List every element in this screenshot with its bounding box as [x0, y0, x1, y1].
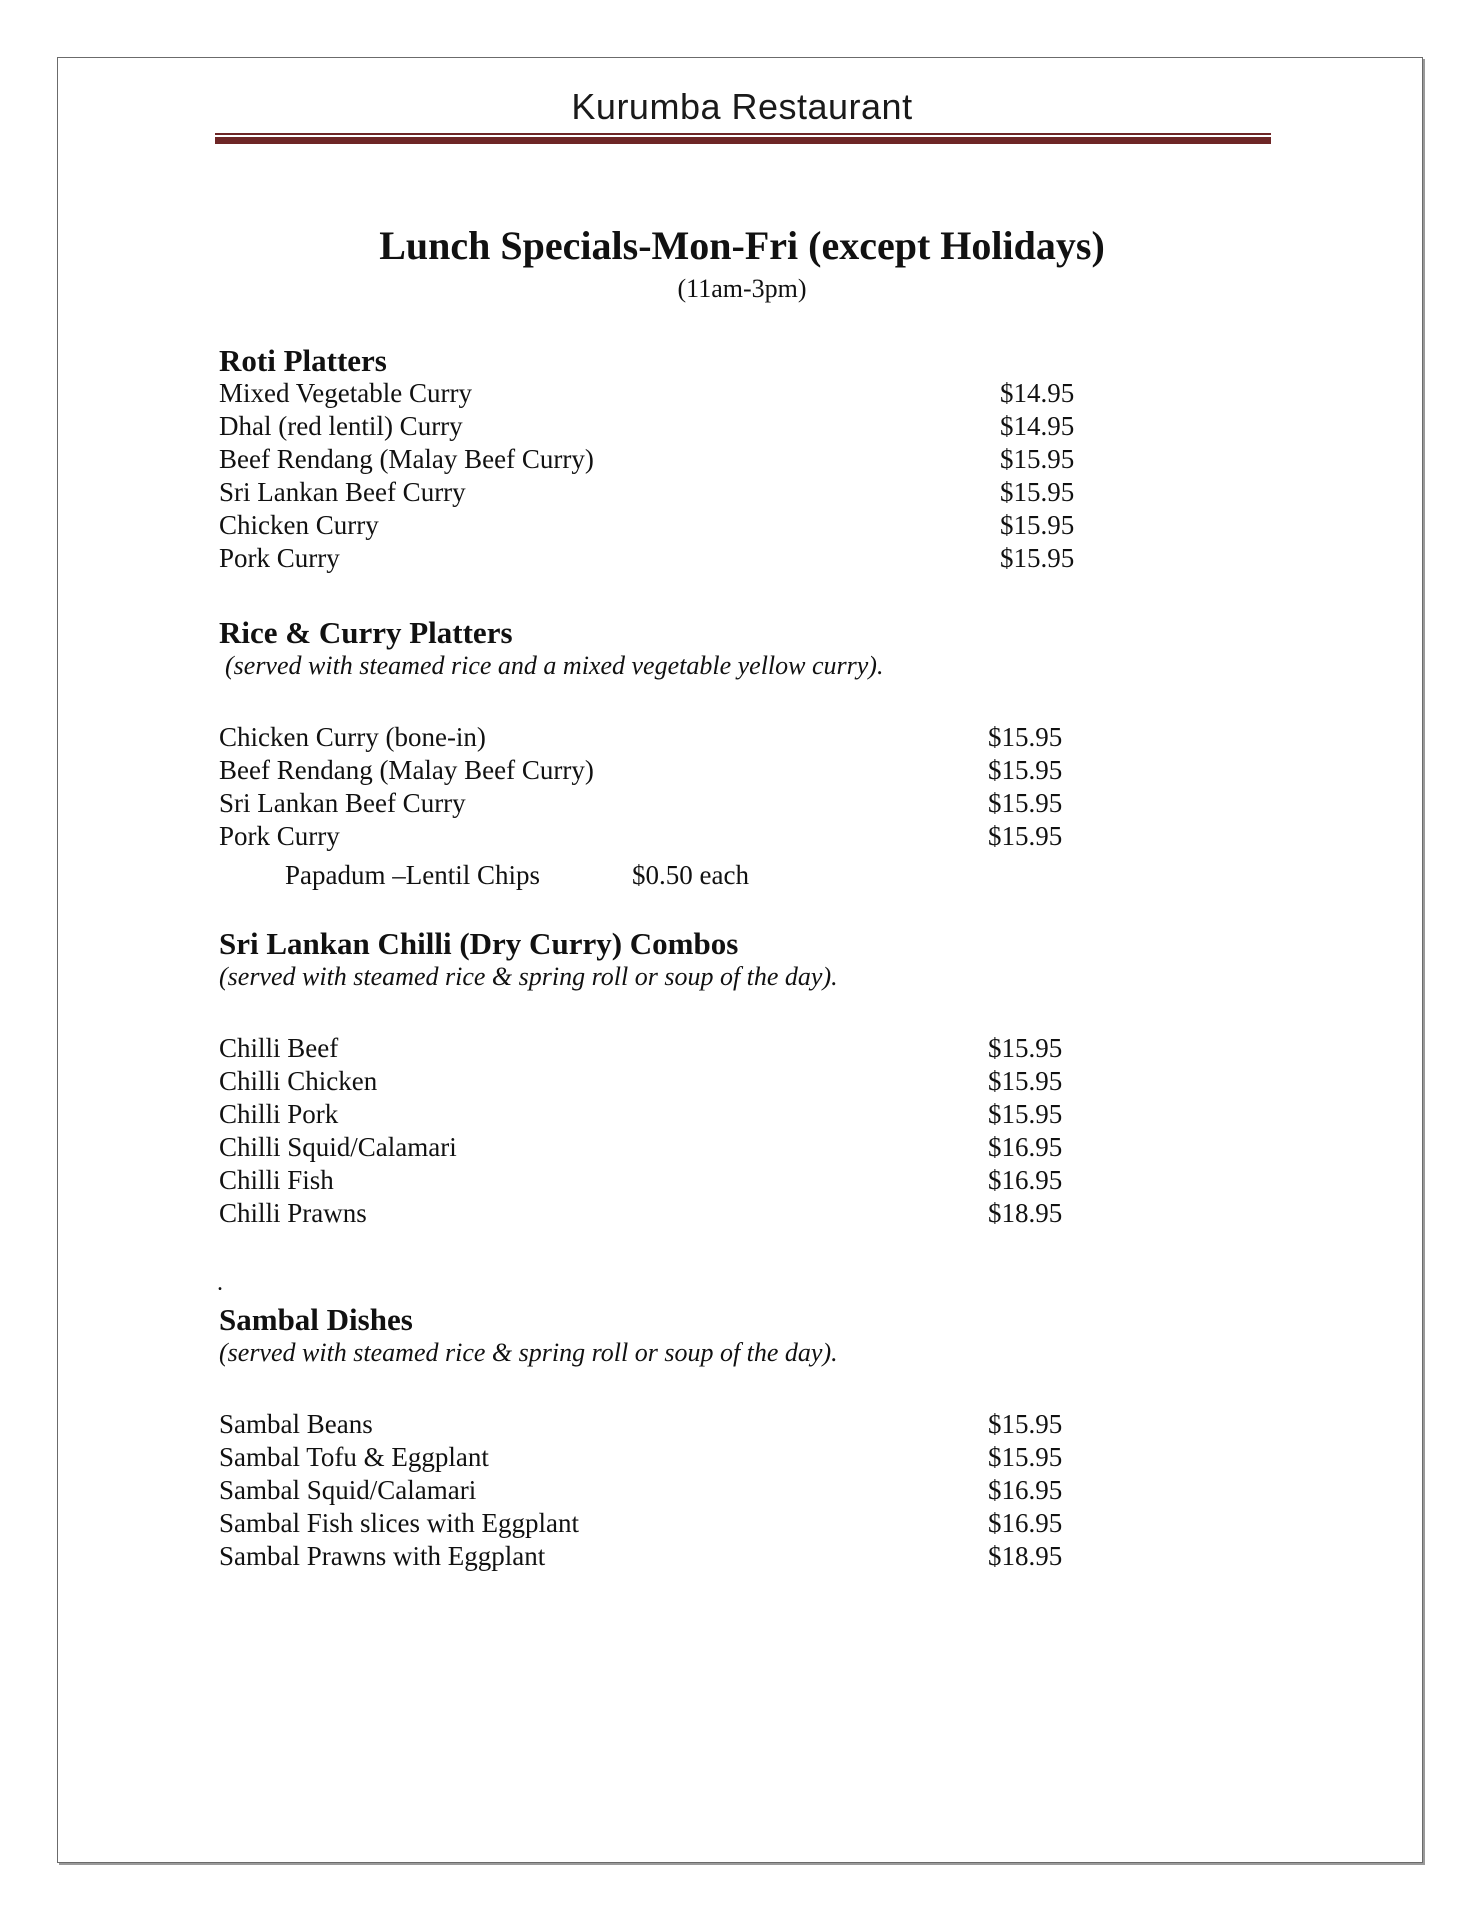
- menu-item-name: Mixed Vegetable Curry: [219, 378, 472, 408]
- menu-item-price: $15.95: [988, 755, 1063, 785]
- menu-item-price: $14.95: [1000, 378, 1075, 408]
- menu-item-name: Pork Curry: [219, 821, 340, 851]
- header-rule: [215, 133, 1271, 135]
- menu-item-name: Sri Lankan Beef Curry: [219, 477, 466, 507]
- menu-item-price: $18.95: [988, 1198, 1063, 1228]
- menu-item-name: Chicken Curry: [219, 510, 379, 540]
- extra-item-name: Papadum –Lentil Chips: [285, 860, 540, 890]
- header-rule-thick: [215, 137, 1271, 144]
- menu-item-name: Sambal Squid/Calamari: [219, 1475, 477, 1505]
- menu-item-price: $15.95: [988, 722, 1063, 752]
- menu-item-price: $16.95: [988, 1508, 1063, 1538]
- menu-item-price: $16.95: [988, 1165, 1063, 1195]
- page-title: Lunch Specials-Mon-Fri (except Holidays): [379, 223, 1105, 268]
- menu-item-price: $15.95: [988, 821, 1063, 851]
- menu-item-price: $16.95: [988, 1132, 1063, 1162]
- section-note: (served with steamed rice and a mixed vegetable yellow curry).: [225, 651, 884, 680]
- section-note: (served with steamed rice & spring roll or soup of the day).: [219, 1338, 838, 1367]
- menu-item-price: $15.95: [1000, 477, 1075, 507]
- section-note: (served with steamed rice & spring roll or soup of the day).: [219, 962, 838, 991]
- section-heading-sambal: Sambal Dishes: [219, 1302, 413, 1337]
- menu-item-name: Chilli Prawns: [219, 1198, 367, 1228]
- restaurant-name: Kurumba Restaurant: [571, 86, 913, 127]
- section-heading-chilli: Sri Lankan Chilli (Dry Curry) Combos: [219, 926, 739, 961]
- menu-item-price: $16.95: [988, 1475, 1063, 1505]
- menu-item-name: Chilli Fish: [219, 1165, 334, 1195]
- menu-item-price: $15.95: [988, 1099, 1063, 1129]
- menu-item-price: $18.95: [988, 1541, 1063, 1571]
- menu-item-name: Sambal Fish slices with Eggplant: [219, 1508, 579, 1538]
- extra-item-price: $0.50 each: [632, 860, 749, 890]
- menu-item-name: Chilli Squid/Calamari: [219, 1132, 457, 1162]
- menu-item-name: Sambal Tofu & Eggplant: [219, 1442, 489, 1472]
- menu-item-price: $15.95: [988, 788, 1063, 818]
- section-heading-rice-curry: Rice & Curry Platters: [219, 615, 513, 650]
- menu-item-price: $15.95: [988, 1409, 1063, 1439]
- menu-item-name: Chicken Curry (bone-in): [219, 722, 486, 752]
- menu-item-name: Sri Lankan Beef Curry: [219, 788, 466, 818]
- menu-item-price: $15.95: [1000, 543, 1075, 573]
- menu-item-name: Beef Rendang (Malay Beef Curry): [219, 755, 594, 785]
- menu-item-name: Chilli Beef: [219, 1033, 339, 1063]
- menu-item-name: Sambal Beans: [219, 1409, 373, 1439]
- menu-item-name: Chilli Pork: [219, 1099, 339, 1129]
- menu-item-price: $15.95: [988, 1442, 1063, 1472]
- menu-item-name: Pork Curry: [219, 543, 340, 573]
- menu-item-name: Beef Rendang (Malay Beef Curry): [219, 444, 594, 474]
- section-heading-roti: Roti Platters: [219, 343, 387, 378]
- page-subtitle: (11am-3pm): [677, 274, 807, 303]
- menu-item-price: $15.95: [988, 1066, 1063, 1096]
- menu-item-price: $14.95: [1000, 411, 1075, 441]
- menu-item-price: $15.95: [988, 1033, 1063, 1063]
- menu-item-name: Sambal Prawns with Eggplant: [219, 1541, 546, 1571]
- menu-item-name: Dhal (red lentil) Curry: [219, 411, 463, 441]
- stray-dot: .: [217, 1270, 223, 1296]
- menu-item-price: $15.95: [1000, 510, 1075, 540]
- menu-item-name: Chilli Chicken: [219, 1066, 378, 1096]
- menu-item-price: $15.95: [1000, 444, 1075, 474]
